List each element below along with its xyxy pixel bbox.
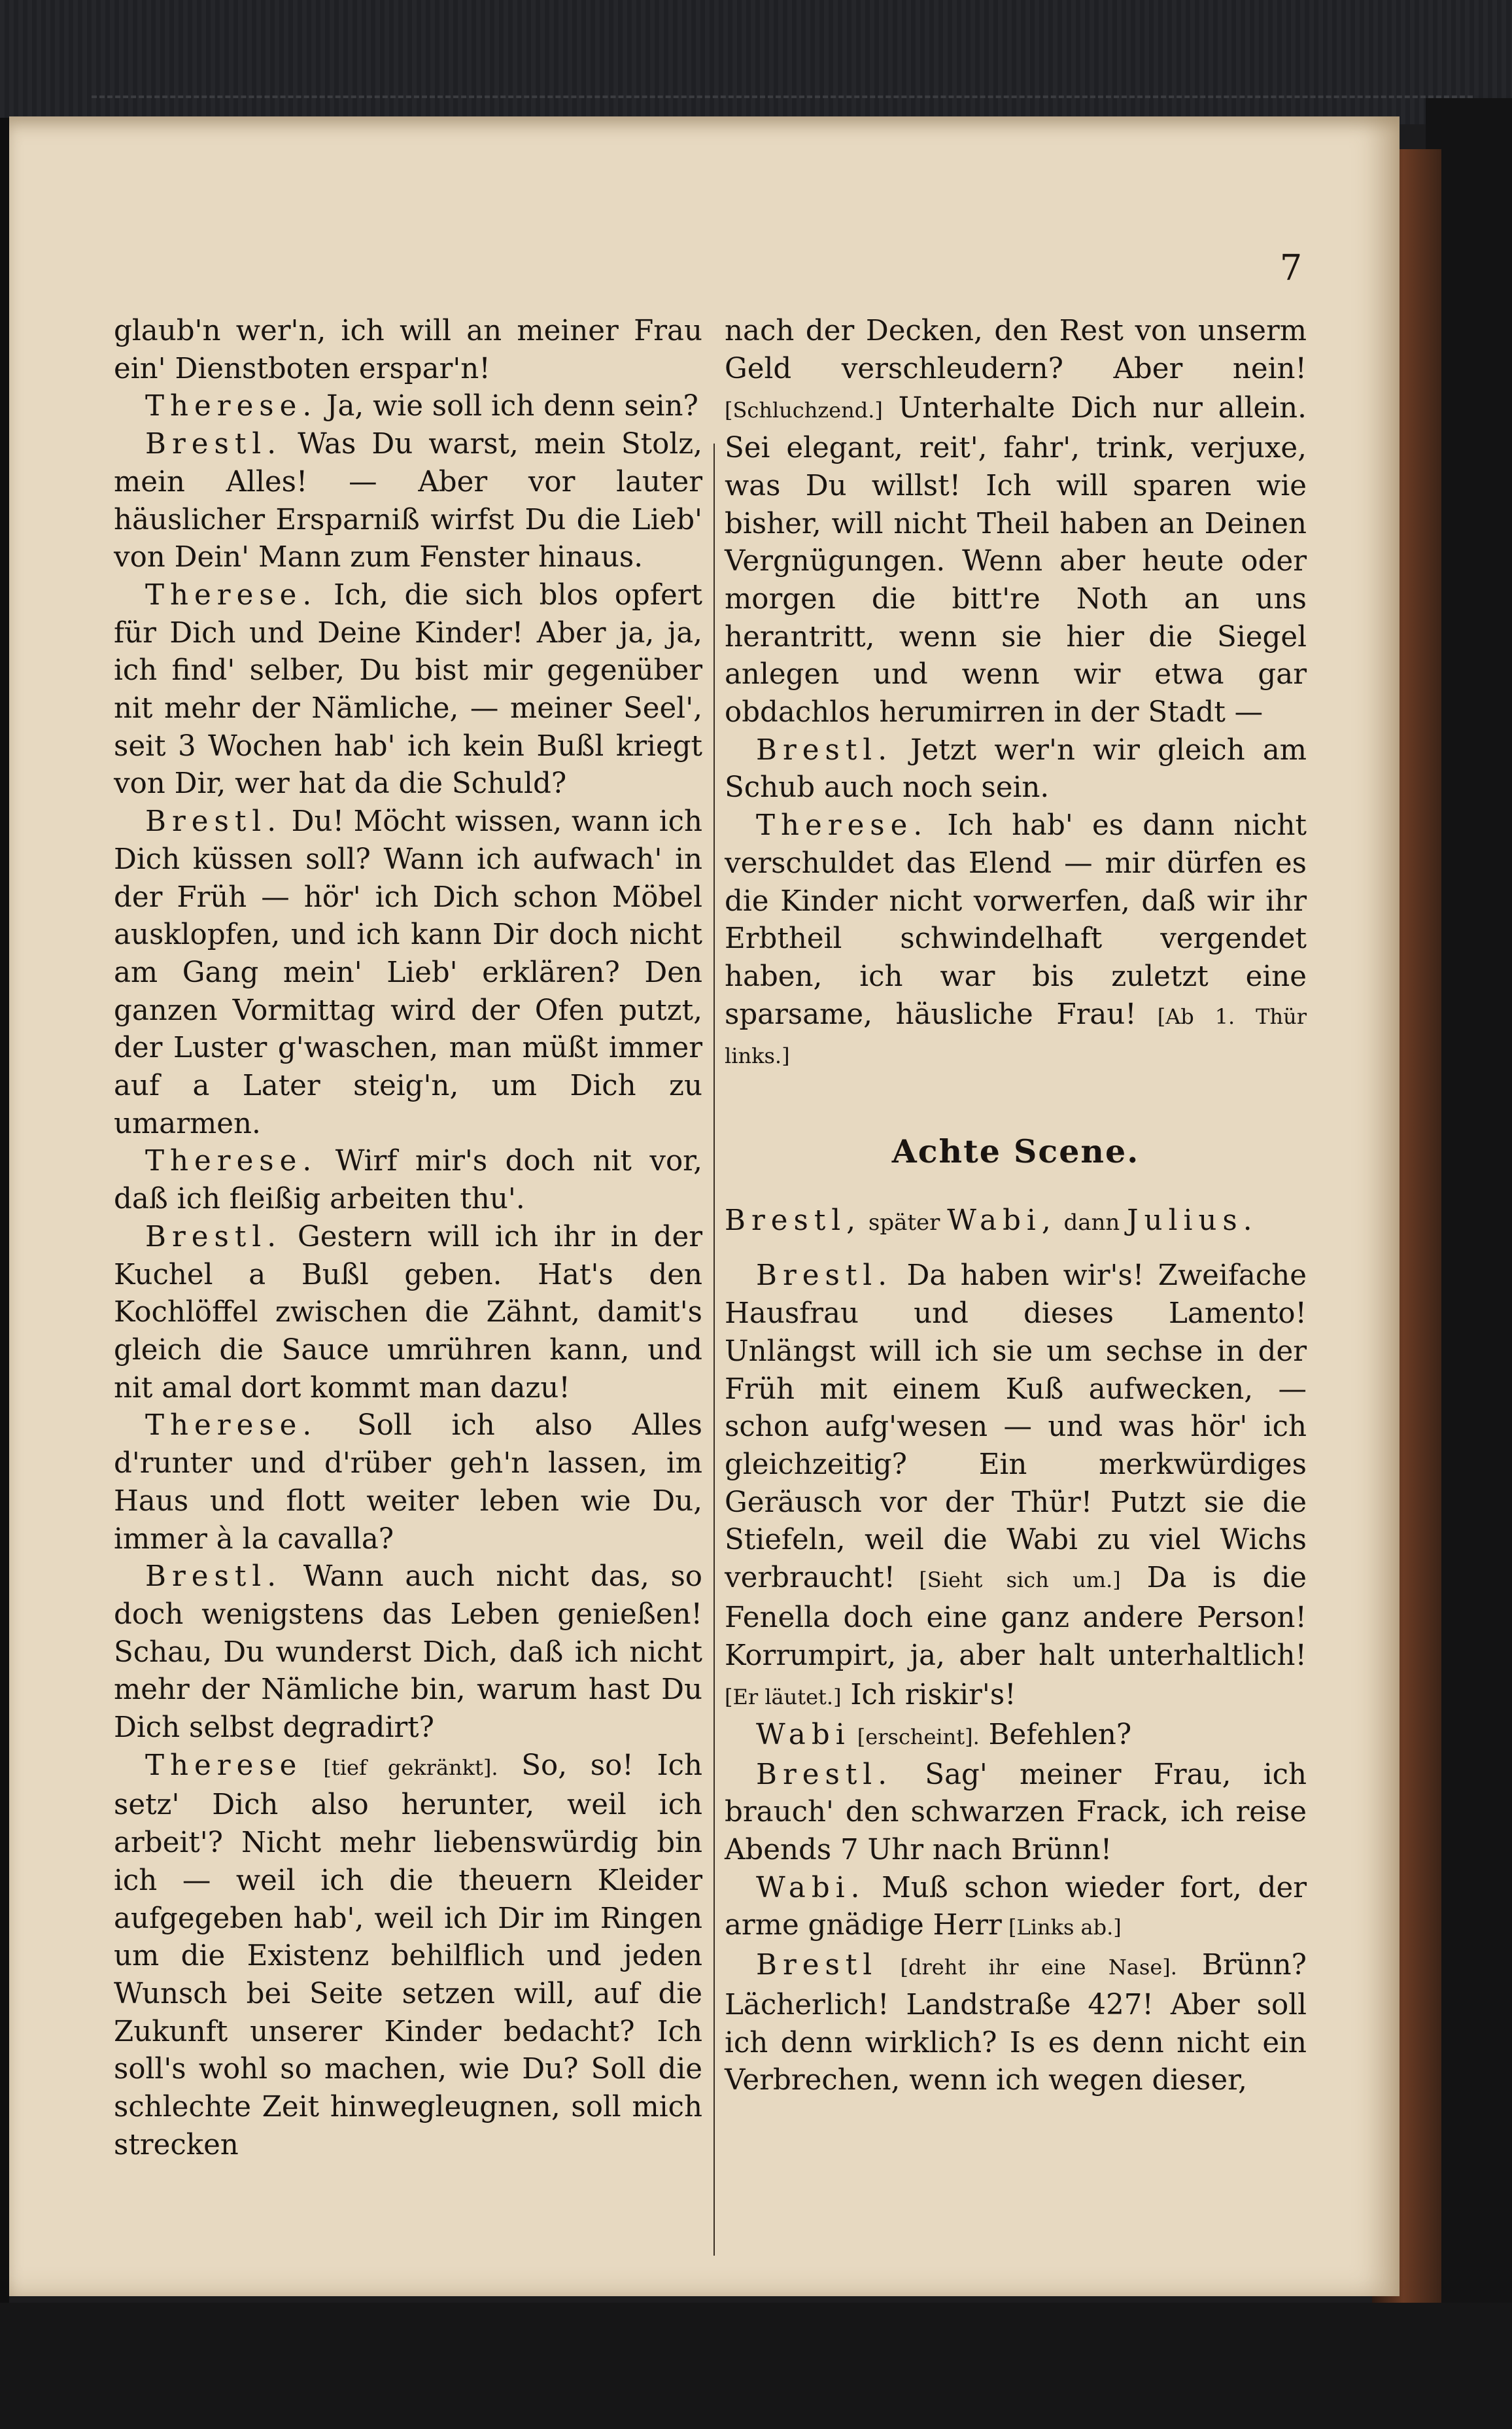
paragraph [725, 1756, 1307, 1870]
speaker: Therese [145, 1749, 303, 1782]
speaker: Brestl. [756, 1259, 893, 1293]
paragraph [114, 388, 702, 426]
speaker: Wabi [756, 1718, 851, 1751]
speaker: Brestl. [145, 1220, 283, 1253]
character: Julius. [1127, 1204, 1258, 1237]
line-text: Muß schon wieder fort, der arme gnädige Herr [725, 1871, 1307, 1942]
speaker: Therese. [756, 809, 929, 843]
stage-direction: [dreht ihr eine Nase]. [878, 1955, 1177, 1980]
speaker: Therese. [145, 1145, 318, 1178]
line-text: Ich, die sich blos opfert für Dich und Deine Kinder! Aber ja, ja, ich find' selber, Du bist mir gegenüber nit mehr der Nämliche, — meiner Seel', seit 3 Wochen hab' ich kein Bußl kriegt von Dir, wer hat da die Schuld? [114, 578, 702, 801]
paragraph [725, 732, 1307, 807]
book-page [9, 116, 1400, 2296]
cast-note: dann [1056, 1209, 1127, 1236]
stage-direction: [Ab 1. Thür links.] [725, 1004, 1307, 1069]
column-rule [713, 444, 715, 2256]
line-text: Jetzt wer'n wir gleich am Schub auch noch sein. [725, 733, 1307, 805]
speaker: Brestl. [145, 1560, 283, 1594]
paragraph [725, 1257, 1307, 1716]
paragraph [114, 1747, 702, 2165]
line-text: Da haben wir's! Zweifache Hausfrau und dieses Lamento! Unlängst will ich sie um sechse in der Früh mit einem Kuß aufwecken, — schon aufg'wesen — und was hör' ich gleichzeitig? Ein merkwürdiges Geräusch vor der Thür! Putzt sie die Stiefeln, weil die Wabi zu viel Wichs verbraucht! [725, 1259, 1307, 1595]
stage-direction: [Links ab.] [1001, 1915, 1122, 1940]
speaker: Brestl. [145, 428, 283, 461]
line-text: Ich riskir's! [841, 1679, 1016, 1712]
speaker: Therese. [145, 390, 318, 423]
speaker: Therese. [145, 1409, 318, 1442]
paragraph [725, 1717, 1307, 1756]
right-column [725, 313, 1307, 2100]
paragraph [114, 426, 702, 577]
line-text: Brünn? Lächerlich! Landstraße 427! Aber soll ich denn wirklich? Is es denn nicht ein Verbrechen, wenn ich wegen dieser, [725, 1949, 1307, 2097]
paragraph [725, 807, 1307, 1075]
line-text: glaub'n wer'n, ich will an meiner Frau ein' Dienstboten erspar'n! [114, 315, 702, 385]
paragraph [725, 1870, 1307, 1947]
paragraph [114, 577, 702, 803]
stage-direction: [Schluchzend.] [725, 398, 883, 423]
line-text: nach der Decken, den Rest von unserm Geld verschleudern? Aber nein! [725, 315, 1307, 385]
stage-direction: [tief gekränkt]. [302, 1755, 498, 1780]
paragraph [725, 313, 1307, 732]
line-text: Du! Möcht wissen, wann ich Dich küssen soll? Wann ich aufwach' in der Früh — hör' ich Dich schon Möbel ausklopfen, und ich kann Dir doch nicht am Gang mein' Lieb' erklären? Den ganzen Vormittag wird der Ofen putzt, der Luster g'waschen, man müßt immer auf a Later steig'n, um Dich zu umarmen. [114, 805, 702, 1140]
scene-heading: Achte Scene. [891, 1132, 1140, 1171]
stitching [92, 96, 1473, 98]
cast-note: später [861, 1209, 948, 1236]
line-text: Was Du warst, mein Stolz, mein Alles! — Aber vor lauter häuslicher Ersparniß wirfst Du die Lieb' von Dein' Mann zum Fenster hinaus. [114, 428, 702, 574]
speaker: Brestl. [756, 1758, 893, 1791]
line-text: So, so! Ich setz' Dich also herunter, weil ich arbeit'? Nicht mehr liebenswürdig bin ich — weil ich die theuern Kleider aufgegeben hab', weil ich Dir im Ringen um die Existenz behilflich und jeden Wunsch bei Seite setzen will, auf die Zukunft unserer Kinder bedacht? Ich soll's wohl so machen, wie Du? Soll die schlechte Zeit hinwegleugnen, soll mich strecken [114, 1749, 703, 2161]
paragraph [114, 1143, 702, 1218]
paragraph [114, 1407, 702, 1558]
binding-cloth [0, 0, 1512, 124]
line-text: Soll ich also Alles d'runter und d'rüber geh'n lassen, im Haus und flott weiter leben wie Du, immer à la cavalla? [114, 1409, 702, 1556]
speaker: Brestl [756, 1949, 878, 1982]
page-number: 7 [1279, 247, 1303, 288]
paragraph [114, 1219, 702, 1408]
stage-direction: [Er läutet.] [725, 1685, 842, 1710]
character: Wabi, [947, 1204, 1057, 1237]
paragraph [114, 1558, 702, 1747]
line-text: Wirf mir's doch nit vor, daß ich fleißig arbeiten thu'. [114, 1145, 702, 1216]
paragraph [114, 313, 702, 388]
paragraph [725, 1947, 1307, 2100]
speaker: Brestl. [145, 805, 283, 839]
speaker: Wabi. [756, 1871, 866, 1904]
bottom-background [0, 2303, 1512, 2429]
cast-list [725, 1202, 1307, 1242]
line-text: Unterhalte Dich nur allein. Sei elegant, reit', fahr', trink, verjuxe, was Du willst! Ich will sparen wie bisher, will nicht Theil haben an Deinen Vergnügungen. Wenn aber heute oder morgen die bitt're Noth an uns herantritt, wenn sie hier die Siegel anlegen und wenn wir etwa gar obdachlos herumirren in der Stadt — [725, 392, 1307, 729]
stage-direction: [Sieht sich um.] [895, 1567, 1121, 1593]
line-text: Ja, wie soll ich denn sein? [317, 390, 698, 423]
line-text: Gestern will ich ihr in der Kuchel a Bußl geben. Hat's den Kochlöffel zwischen die Zähnt, damit's gleich die Sauce umrühren kann, und nit amal dort kommt man dazu! [114, 1220, 702, 1405]
speaker: Brestl. [756, 733, 893, 767]
speaker: Therese. [145, 578, 318, 612]
line-text: Wann auch nicht das, so doch wenigstens das Leben genießen! Schau, Du wunderst Dich, daß ich nicht mehr der Nämliche bin, warum hast Du Dich selbst degradirt? [114, 1560, 702, 1745]
stage-direction: [erscheint]. [850, 1724, 980, 1749]
line-text: Ich hab' es dann nicht verschuldet das Elend — mir dürfen es die Kinder nicht vorwerfen, daß wir ihr Erbtheil schwindelhaft vergendet haben, ich war bis zuletzt eine sparsame, häusliche Frau! [725, 809, 1307, 1031]
line-text: Befehlen? [979, 1718, 1132, 1751]
line-text: Sag' meiner Frau, ich brauch' den schwarzen Frack, ich reise Abends 7 Uhr nach Brünn! [725, 1758, 1307, 1867]
line-text: Da is die Fenella doch eine ganz andere Person! Korrumpirt, ja, aber halt unterhaltlich! [725, 1562, 1307, 1672]
character: Brestl, [725, 1204, 862, 1237]
paragraph [114, 803, 702, 1143]
left-column [114, 313, 702, 2164]
left-edge [0, 118, 9, 2303]
